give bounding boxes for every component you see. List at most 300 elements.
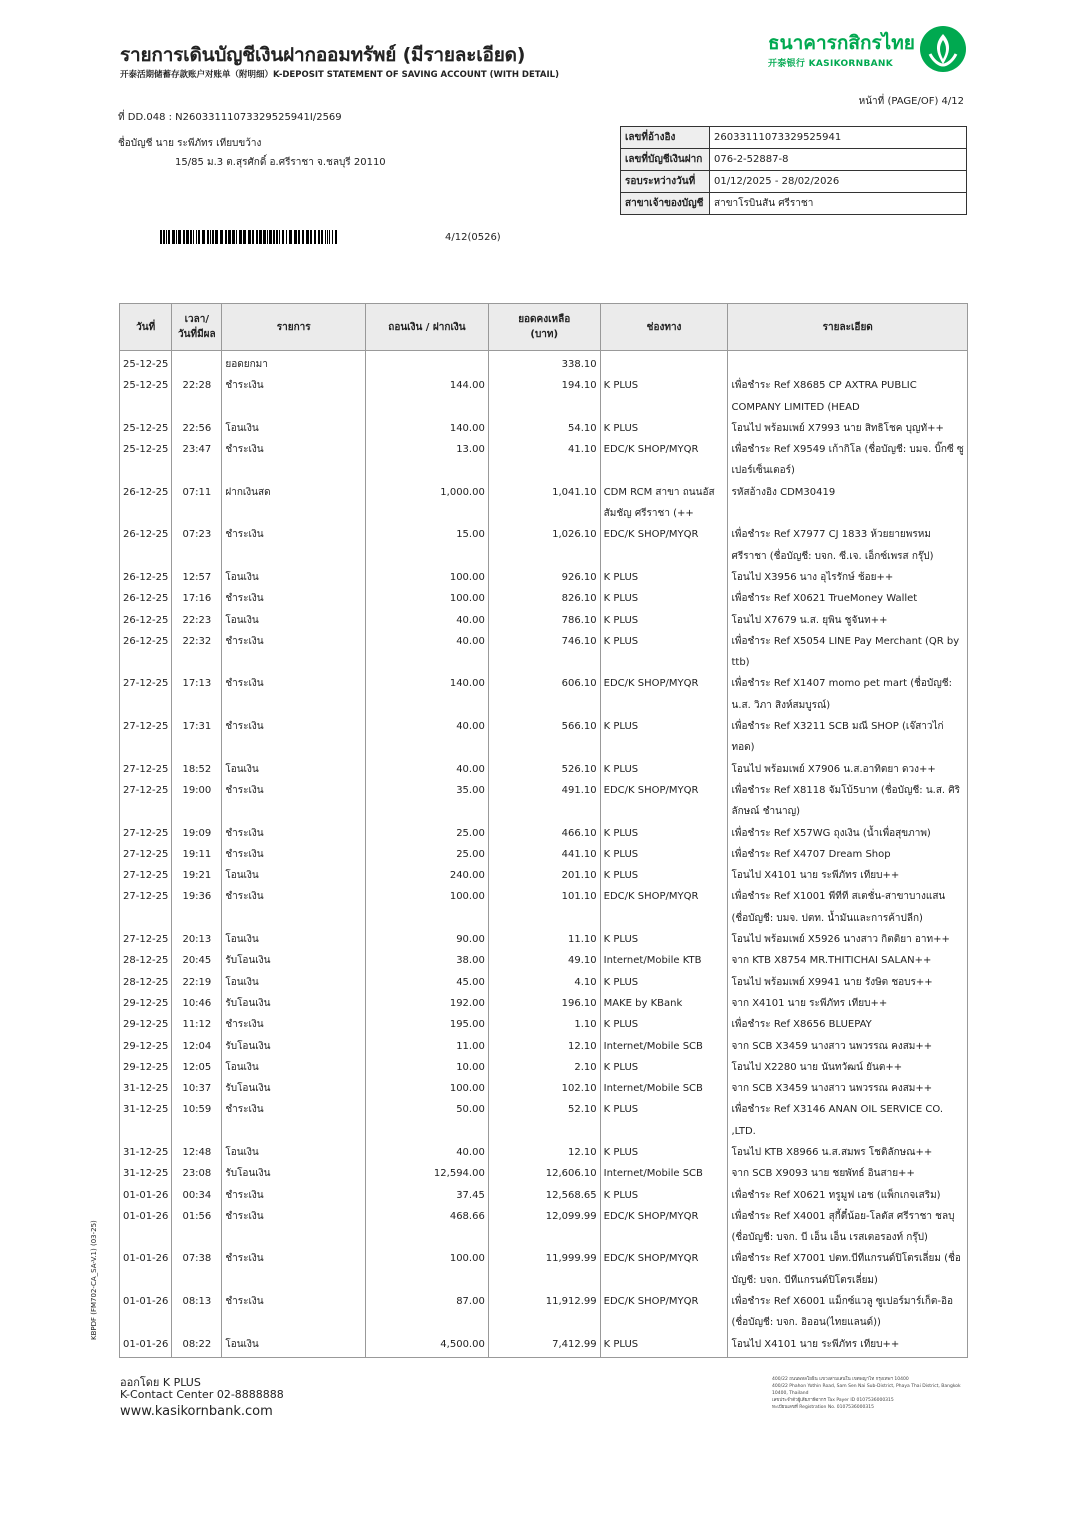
barcode-bar [279,230,280,244]
account-info-table [620,126,967,215]
row-channel: EDC/K SHOP/MYQR [600,673,728,716]
row-balance: 526.10 [488,759,600,780]
row-amount: 40.00 [366,716,489,759]
table-row [120,865,968,886]
row-time: 17:16 [172,588,222,609]
row-amount: 144.00 [366,375,489,418]
row-time: 17:31 [172,716,222,759]
table-row [120,418,968,439]
row-channel: K PLUS [600,823,728,844]
row-balance: 12,568.65 [488,1185,600,1206]
barcode-bar [198,230,200,244]
column-header: รายละเอียด [728,304,968,351]
row-type: รับโอนเงิน [222,950,366,971]
bank-address-block [772,1376,972,1411]
row-balance: 54.10 [488,418,600,439]
issued-by: ออกโดย K PLUS [120,1376,201,1389]
address-line: 400/22 ถนนพหลโยธิน แขวงสามเสนใน เขตพญาไท กรุงเทพฯ 10400 [772,1377,909,1382]
row-amount: 35.00 [366,780,489,823]
row-time: 22:32 [172,631,222,674]
row-amount: 87.00 [366,1291,489,1334]
row-date: 26-12-25 [120,588,172,609]
row-balance: 49.10 [488,950,600,971]
row-channel: K PLUS [600,1334,728,1358]
row-detail: โอนไป X2280 นาย นันทวัฒน์ ยันต++ [728,1057,968,1078]
row-channel [600,351,728,376]
row-channel: EDC/K SHOP/MYQR [600,524,728,567]
row-type: ชำระเงิน [222,1206,366,1249]
row-amount: 90.00 [366,929,489,950]
row-time: 12:05 [172,1057,222,1078]
row-detail: โอนไป พร้อมเพย์ X7993 นาย สิทธิโชค บุญทั++ [728,418,968,439]
row-type: ชำระเงิน [222,439,366,482]
document-number: ที่ DD.048 : N2603311107332952594​1I/2569 [118,112,342,123]
row-type: ชำระเงิน [222,780,366,823]
row-detail: เพื่อชำระ Ref X3146 ANAN OIL SERVICE CO. ,LTD. [728,1099,968,1142]
row-balance: 1.10 [488,1014,600,1035]
barcode-bar [314,230,316,244]
barcode-bar [248,230,251,244]
row-amount: 40.00 [366,631,489,674]
barcode-bar [327,230,328,244]
row-amount: 140.00 [366,418,489,439]
row-time: 10:37 [172,1078,222,1099]
row-detail: โอนไป X4101 นาย ระพีภัทร เทียบ++ [728,865,968,886]
row-amount [366,351,489,376]
row-date: 27-12-25 [120,844,172,865]
row-channel: K PLUS [600,929,728,950]
row-date: 29-12-25 [120,1036,172,1057]
row-balance: 102.10 [488,1078,600,1099]
row-detail: เพื่อชำระ Ref X1407 momo pet mart (ชื่อบัญชี: น.ส. วิภา สิงห์สมบูรณ์) [728,673,968,716]
table-row [120,1014,968,1035]
row-date: 01-01-26 [120,1291,172,1334]
row-channel: K PLUS [600,567,728,588]
info-value: สาขาโรบินสัน ศรีราชา [710,193,967,215]
row-date: 26-12-25 [120,610,172,631]
barcode-bar [172,230,175,244]
row-amount: 45.00 [366,972,489,993]
row-type: โอนเงิน [222,929,366,950]
address-line: ทะเบียนเลขที่ Registration No. 0107536000315 [772,1405,874,1410]
transaction-table [119,303,968,1358]
barcode-text: 4/12(0526) [445,232,501,243]
table-row [120,1078,968,1099]
barcode-bar [289,230,292,244]
barcode-bar [286,230,287,244]
row-time: 10:46 [172,993,222,1014]
row-detail: เพื่อชำระ Ref X3211 SCB มณี SHOP (เจ๊สาวไก่ทอด) [728,716,968,759]
row-balance: 491.10 [488,780,600,823]
barcode-bar [282,230,284,244]
row-balance: 1,041.10 [488,482,600,525]
row-type: ยอดยกมา [222,351,366,376]
row-balance: 12.10 [488,1142,600,1163]
row-detail: เพื่อชำระ Ref X0621 TrueMoney Wallet [728,588,968,609]
row-channel: EDC/K SHOP/MYQR [600,1206,728,1249]
row-time: 08:22 [172,1334,222,1358]
row-balance: 606.10 [488,673,600,716]
kbank-logo-icon [918,24,968,74]
row-time: 19:00 [172,780,222,823]
barcode-bar [332,230,333,244]
info-label: รอบระหว่างวันที่ [621,171,710,193]
row-time: 07:11 [172,482,222,525]
info-row [621,193,967,215]
address-line: 400/22 Phahon Yothin Road, Sam Sen Nai Sub-District, Phaya Thai District, Bangkok 10400, Thailand [772,1384,961,1396]
row-type: ชำระเงิน [222,1014,366,1035]
barcode-bar [329,230,330,244]
row-date: 25-12-25 [120,375,172,418]
row-channel: K PLUS [600,844,728,865]
row-balance: 338.10 [488,351,600,376]
row-type: โอนเงิน [222,567,366,588]
barcode-bar [168,230,170,244]
row-time: 12:48 [172,1142,222,1163]
row-type: ชำระเงิน [222,673,366,716]
column-header: ถอนเงิน / ฝากเงิน [366,304,489,351]
row-balance: 196.10 [488,993,600,1014]
row-balance: 786.10 [488,610,600,631]
row-amount: 100.00 [366,567,489,588]
row-time: 22:28 [172,375,222,418]
row-detail: เพื่อชำระ Ref X8685 CP AXTRA PUBLIC COMPANY LIMITED (HEAD [728,375,968,418]
row-balance: 926.10 [488,567,600,588]
website-link[interactable]: www.kasikornbank.com [120,1404,273,1419]
barcode-bar [267,230,268,244]
row-type: ชำระเงิน [222,1291,366,1334]
row-type: รับโอนเงิน [222,1163,366,1184]
row-time: 10:59 [172,1099,222,1142]
info-value: 01/12/2025 - 28/02/2026 [710,171,967,193]
row-type: โอนเงิน [222,1057,366,1078]
row-time: 07:38 [172,1248,222,1291]
row-date: 26-12-25 [120,631,172,674]
row-balance: 441.10 [488,844,600,865]
row-type: โอนเงิน [222,972,366,993]
row-amount: 50.00 [366,1099,489,1142]
row-detail: โอนไป พร้อมเพย์ X5926 นางสาว กิตติยา อาท++ [728,929,968,950]
barcode-bar [252,230,254,244]
table-row [120,886,968,929]
column-header: ช่องทาง [600,304,728,351]
barcode-bar [269,230,272,244]
column-header: ยอดคงเหลือ (บาท) [488,304,600,351]
row-type: ชำระเงิน [222,1185,366,1206]
table-row [120,1334,968,1358]
row-balance: 52.10 [488,1099,600,1142]
row-date: 28-12-25 [120,972,172,993]
row-date: 27-12-25 [120,823,172,844]
bank-name-en: 开泰银行 KASIKORNBANK [768,59,894,69]
table-row [120,439,968,482]
row-channel: Internet/Mobile SCB [600,1163,728,1184]
row-amount: 40.00 [366,1142,489,1163]
row-date: 27-12-25 [120,865,172,886]
info-row [621,171,967,193]
table-row [120,972,968,993]
barcode-bar [176,230,177,244]
row-balance: 11,912.99 [488,1291,600,1334]
row-amount: 100.00 [366,588,489,609]
table-row [120,588,968,609]
row-channel: EDC/K SHOP/MYQR [600,886,728,929]
row-time: 18:52 [172,759,222,780]
barcode-bar [183,230,185,244]
row-type: โอนเงิน [222,865,366,886]
row-channel: Internet/Mobile SCB [600,1078,728,1099]
row-amount: 100.00 [366,1248,489,1291]
row-balance: 11.10 [488,929,600,950]
row-amount: 10.00 [366,1057,489,1078]
row-channel: CDM RCM สาขา ถนนอัสสัมชัญ ศรีราชา (++ [600,482,728,525]
row-balance: 826.10 [488,588,600,609]
barcode-bar [225,230,227,244]
account-name: ชื่อบัญชี นาย ระพีภัทร เทียบขว้าง [118,138,262,149]
row-date: 25-12-25 [120,351,172,376]
row-date: 27-12-25 [120,886,172,929]
barcode-bar [186,230,189,244]
row-channel: K PLUS [600,759,728,780]
barcode-bar [160,230,162,244]
barcode-bar [236,230,237,244]
row-detail: จาก SCB X9093 นาย ชยพัทธ์ อินสาย++ [728,1163,968,1184]
row-balance: 11,999.99 [488,1248,600,1291]
row-detail [728,351,968,376]
table-row [120,1185,968,1206]
row-channel: K PLUS [600,1014,728,1035]
row-amount: 100.00 [366,886,489,929]
barcode-bar [306,230,309,244]
table-row [120,1099,968,1142]
table-row [120,482,968,525]
barcode-bar [212,230,214,244]
row-amount: 25.00 [366,844,489,865]
row-balance: 746.10 [488,631,600,674]
barcode-bar [243,230,246,244]
table-row [120,929,968,950]
row-date: 26-12-25 [120,567,172,588]
address-line: เลขประจำตัวผู้เสียภาษีอากร Tax Payer ID 0107536000315 [772,1398,894,1403]
row-time: 19:36 [172,886,222,929]
row-amount: 13.00 [366,439,489,482]
barcode-bar [239,230,242,244]
row-date: 27-12-25 [120,929,172,950]
row-date: 31-12-25 [120,1163,172,1184]
table-row [120,780,968,823]
row-detail: โอนไป X7679 น.ส. ยุพิน ชูจันท++ [728,610,968,631]
info-value: 2603311107332952594​1 [710,127,967,149]
barcode-bar [210,230,211,244]
info-label: เลขที่อ้างอิง [621,127,710,149]
row-date: 27-12-25 [120,716,172,759]
row-detail: เพื่อชำระ Ref X9549 เก้ากิโล (ชื่อบัญชี: บมจ. บิ๊กซี ซูเปอร์เซ็นเตอร์) [728,439,968,482]
barcode-bar [273,230,275,244]
row-channel: K PLUS [600,865,728,886]
barcode-bar [207,230,209,244]
row-type: โอนเงิน [222,759,366,780]
barcode-bar [232,230,235,244]
row-date: 31-12-25 [120,1099,172,1142]
row-detail: เพื่อชำระ Ref X8656 BLUEPAY [728,1014,968,1035]
row-time: 07:23 [172,524,222,567]
row-balance: 12,606.10 [488,1163,600,1184]
account-address: 15/85 ม.3 ต.สุรศักดิ์ อ.ศรีราชา จ.ชลบุรี 20110 [175,157,386,168]
barcode-bar [310,230,312,244]
barcode-bar [259,230,262,244]
barcode-bar [215,230,218,244]
row-type: ชำระเงิน [222,823,366,844]
page-subtitle: 开泰活期储蓄存款账户对账单（附明细）K-DEPOSIT STATEMENT OF SAVING ACCOUNT (WITH DETAIL) [120,70,559,80]
column-header: เวลา/ วันที่มีผล [172,304,222,351]
row-detail: เพื่อชำระ Ref X4707 Dream Shop [728,844,968,865]
row-balance: 566.10 [488,716,600,759]
info-row [621,149,967,171]
row-date: 28-12-25 [120,950,172,971]
row-channel: K PLUS [600,418,728,439]
row-channel: K PLUS [600,610,728,631]
row-time: 01:56 [172,1206,222,1249]
row-date: 01-01-26 [120,1206,172,1249]
row-date: 31-12-25 [120,1078,172,1099]
barcode-bar [190,230,192,244]
row-type: รับโอนเงิน [222,993,366,1014]
row-date: 26-12-25 [120,482,172,525]
row-amount: 195.00 [366,1014,489,1035]
row-detail: โอนไป KTB X8966 น.ส.สมพร โชติลักษณ++ [728,1142,968,1163]
row-channel: EDC/K SHOP/MYQR [600,1291,728,1334]
row-time: 00:34 [172,1185,222,1206]
row-amount: 140.00 [366,673,489,716]
row-channel: K PLUS [600,1142,728,1163]
barcode-bar [318,230,320,244]
row-balance: 466.10 [488,823,600,844]
row-amount: 4,500.00 [366,1334,489,1358]
row-balance: 2.10 [488,1057,600,1078]
row-type: ชำระเงิน [222,844,366,865]
row-time: 17:13 [172,673,222,716]
column-header: วันที่ [120,304,172,351]
row-balance: 7,412.99 [488,1334,600,1358]
row-detail: จาก KTB X8754 MR.THITICHAI SALAN++ [728,950,968,971]
row-time: 22:56 [172,418,222,439]
row-date: 31-12-25 [120,1142,172,1163]
row-detail: โอนไป X3956 นาง อุไรรักษ์ ช้อย++ [728,567,968,588]
barcode-icon [160,230,338,244]
row-date: 27-12-25 [120,780,172,823]
form-code: KBPDF (FM702-CA_SA-V.1) (03-25) [90,1220,98,1340]
barcode-bar [276,230,278,244]
info-value: 076-2-52887-8 [710,149,967,171]
row-detail: เพื่อชำระ Ref X6001 แม็กซ์แวลู ซูเปอร์มาร์เก็ต-อิอ (ชื่อบัญชี: บจก. อิออน(ไทยแลนด์)) [728,1291,968,1334]
info-label: สาขาเจ้าของบัญชี [621,193,710,215]
table-row [120,1206,968,1249]
barcode-bar [202,230,205,244]
row-time: 22:19 [172,972,222,993]
table-row [120,673,968,716]
row-channel: K PLUS [600,972,728,993]
table-row [120,1057,968,1078]
table-row [120,844,968,865]
row-date: 01-01-26 [120,1334,172,1358]
row-amount: 40.00 [366,610,489,631]
barcode-bar [163,230,165,244]
column-header: รายการ [222,304,366,351]
row-balance: 101.10 [488,886,600,929]
row-amount: 468.66 [366,1206,489,1249]
row-balance: 4.10 [488,972,600,993]
row-channel: Internet/Mobile SCB [600,1036,728,1057]
row-date: 29-12-25 [120,1057,172,1078]
barcode-bar [302,230,304,244]
row-channel: EDC/K SHOP/MYQR [600,780,728,823]
row-time: 12:57 [172,567,222,588]
row-amount: 25.00 [366,823,489,844]
row-amount: 11.00 [366,1036,489,1057]
table-row [120,950,968,971]
row-balance: 41.10 [488,439,600,482]
table-row [120,631,968,674]
row-amount: 192.00 [366,993,489,1014]
barcode-bar [193,230,194,244]
row-date: 01-01-26 [120,1185,172,1206]
barcode-bar [166,230,167,244]
row-type: โอนเงิน [222,1334,366,1358]
row-time: 23:47 [172,439,222,482]
row-detail: โอนไป พร้อมเพย์ X7906 น.ส.อาทิตยา ดวง++ [728,759,968,780]
table-row [120,993,968,1014]
barcode-bar [220,230,223,244]
row-detail: เพื่อชำระ Ref X7977 CJ 1833 ห้วยยายพรหม ศรีราชา (ชื่อบัญชี: บจก. ซี.เจ. เอ็กซ์เพรส กรุ๊ป) [728,524,968,567]
barcode-bar [256,230,258,244]
row-type: ชำระเงิน [222,375,366,418]
barcode-bar [196,230,197,244]
row-date: 26-12-25 [120,524,172,567]
bank-name-th: ธนาคารกสิกรไทย [768,32,915,54]
row-channel: K PLUS [600,1185,728,1206]
row-channel: K PLUS [600,1057,728,1078]
row-detail: เพื่อชำระ Ref X57WG ถุงเงิน (น้ำเพื่อสุขภาพ) [728,823,968,844]
row-time [172,351,222,376]
row-detail: โอนไป พร้อมเพย์ X9941 นาย รังษิต ชอบร++ [728,972,968,993]
row-type: ชำระเงิน [222,588,366,609]
row-date: 25-12-25 [120,418,172,439]
barcode-bar [228,230,231,244]
row-channel: K PLUS [600,716,728,759]
row-type: ชำระเงิน [222,524,366,567]
barcode-bar [263,230,266,244]
row-type: ชำระเงิน [222,1248,366,1291]
row-detail: เพื่อชำระ Ref X8118 จัมโบ้5บาท (ชื่อบัญชี: น.ส. ศิริลักษณ์ ชำนาญ) [728,780,968,823]
table-row [120,351,968,376]
row-channel: EDC/K SHOP/MYQR [600,439,728,482]
row-date: 27-12-25 [120,759,172,780]
page-number: หน้าที่ (PAGE/OF) 4/12 [858,96,964,107]
barcode-bar [335,230,337,244]
row-detail: จาก SCB X3459 นางสาว นพวรรณ คงสม++ [728,1036,968,1057]
row-detail: โอนไป X4101 นาย ระพีภัทร เทียบ++ [728,1334,968,1358]
row-detail: เพื่อชำระ Ref X7001 ปตท.บีทีแกรนด์ปิโตรเลี่ยม (ชื่อบัญชี: บจก. บีทีแกรนด์ปิโตรเลี่ยม) [728,1248,968,1291]
row-detail: รหัสอ้างอิง CDM30419 [728,482,968,525]
row-amount: 38.00 [366,950,489,971]
barcode-bar [178,230,181,244]
row-detail: เพื่อชำระ Ref X1001 พีทีที สเตชั่น-สาขาบางแสน (ชื่อบัญชี: บมจ. ปตท. น้ำมันและการค้าปลีก) [728,886,968,929]
row-type: ชำระเงิน [222,716,366,759]
row-detail: จาก X4101 นาย ระพีภัทร เทียบ++ [728,993,968,1014]
row-balance: 194.10 [488,375,600,418]
page-title: รายการเดินบัญชีเงินฝากออมทรัพย์ (มีรายละเอียด) [120,44,526,66]
row-channel: Internet/Mobile KTB [600,950,728,971]
